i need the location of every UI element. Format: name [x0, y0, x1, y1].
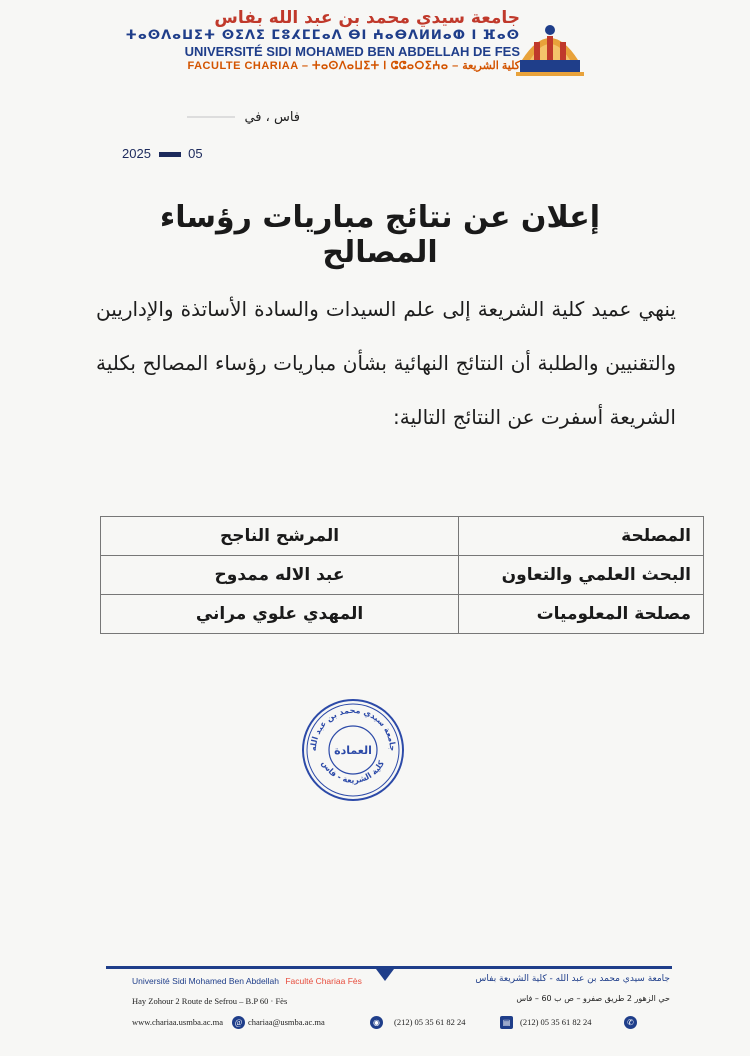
email-icon: @: [232, 1016, 245, 1029]
date-year: 2025: [122, 146, 151, 161]
date-day: 05: [188, 146, 203, 161]
footer-names-fr: [132, 976, 362, 986]
fax-icon: ▤: [500, 1016, 513, 1029]
place-line: [120, 106, 300, 125]
footer-email[interactable]: chariaa@usmba.ac.ma: [248, 1017, 325, 1027]
footer-faculty-fr: Faculté Chariaa Fès: [285, 976, 362, 986]
date-line: [122, 146, 203, 161]
row-candidate: المهدي علوي مراني: [101, 595, 459, 634]
results-table: [100, 516, 704, 634]
place-text: فاس ، في: [244, 110, 300, 125]
row-service: البحث العلمي والتعاون: [459, 556, 704, 595]
table-row: [101, 556, 704, 595]
table-row: [101, 595, 704, 634]
footer-address-fr: Hay Zohour 2 Route de Sefrou – B.P 60 · Fès: [132, 996, 288, 1006]
footer-university-fr: Université Sidi Mohamed Ben Abdellah: [132, 976, 279, 986]
university-logo-icon: [512, 12, 588, 82]
announcement-body: ينهي عميد كلية الشريعة إلى علم السيدات والسادة الأساتذة والإداريين والتقنيين والطلبة أن النتائج النهائية بشأن مباريات رؤساء المصالح بكلية الشريعة أسفرت عن النتائج التالية:: [96, 297, 676, 429]
footer-tel: (212) 05 35 61 82 24: [520, 1017, 592, 1027]
place-redaction: [187, 116, 235, 118]
phone-icon: ✆: [624, 1016, 637, 1029]
footer-address-ar: حي الزهور 2 طريق صفرو – ص ب 60 – فاس: [516, 994, 670, 1003]
header-service: المصلحة: [459, 517, 704, 556]
stamp-bottom-text: كلية الشريعة - فاس: [319, 758, 387, 785]
stamp-outer-text: جامعة سيدي محمد بن عبد الله: [308, 705, 398, 752]
faculty-name: FACULTE CHARIAA – ⵜⴰⵙⴷⴰⵡⵉⵜ ⵏ ⵛⵛⴰⵔⵉⵄⴰ – كلية الشريعة: [187, 60, 520, 72]
university-name-fr: UNIVERSITÉ SIDI MOHAMED BEN ABDELLAH DE FES: [184, 44, 520, 59]
row-candidate: عبد الاله ممدوح: [101, 556, 459, 595]
svg-text:كلية الشريعة - فاس: [319, 759, 386, 785]
footer-university-ar: جامعة سيدي محمد بن عبد الله - كلية الشريعة بفاس: [475, 974, 670, 984]
announcement-title: إعلان عن نتائج مباريات رؤساء المصالح: [159, 200, 601, 270]
footer-website[interactable]: www.chariaa.usmba.ac.ma: [132, 1017, 224, 1027]
footer-fax: (212) 05 35 61 82 24: [394, 1017, 466, 1027]
table-header-row: [101, 517, 704, 556]
university-name-tifinagh: ⵜⴰⵙⴷⴰⵡⵉⵜ ⵙⵉⴷⵉ ⵎⵓⵃⵎⵎⴰⴷ ⴱⵏ ⵄⴰⴱⴷⵍⵍⴰⵀ ⵏ ⴼⴰⵙ: [125, 28, 520, 43]
row-service: مصلحة المعلوميات: [459, 595, 704, 634]
university-name-ar: جامعة سيدي محمد بن عبد الله بفاس: [214, 8, 520, 28]
footer-contacts: [132, 1016, 672, 1032]
stamp-center-text: العمادة: [334, 744, 372, 757]
dean-office-stamp: [300, 697, 406, 803]
globe-icon: ◉: [370, 1016, 383, 1029]
letterhead: [100, 8, 520, 73]
date-month-mark: [159, 152, 181, 157]
header-candidate: المرشح الناجح: [101, 517, 459, 556]
